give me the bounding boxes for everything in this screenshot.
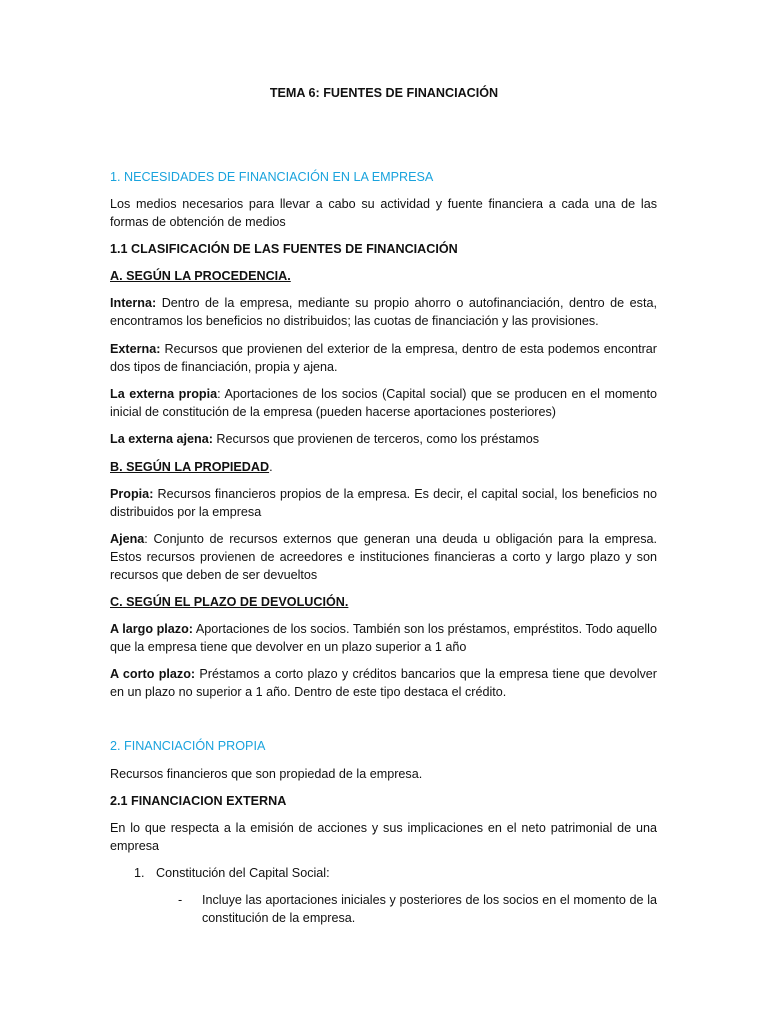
section-2-intro: Recursos financieros que son propiedad de la empresa. [110,767,423,781]
paragraph-externa-propia [110,385,657,421]
interna-text: Dentro de la empresa, mediante su propio ahorro o autofinanciación, dentro de esta, encontramos los beneficios no distribuidos; las cuotas de financiación y las provisiones. [110,296,657,328]
propia-label: Propia: [110,487,154,501]
corto-plazo-label: A corto plazo: [110,667,196,681]
heading-b-suffix: . [269,460,273,474]
section-2-heading: 2. FINANCIACIÓN PROPIA [110,739,266,753]
bullet-dash: - [178,893,183,907]
heading-a [110,267,657,285]
externa-ajena-label: La externa ajena: [110,432,213,446]
externa-propia-text: : Aportaciones de los socios (Capital social) que se producen en el momento inicial de constitución de la empresa (pueden hacerse aportaciones posteriores) [110,387,657,419]
ajena-label: Ajena [110,532,145,546]
externa-ajena-text: Recursos que provienen de terceros, como los préstamos [212,432,540,446]
paragraph-corto-plazo [110,665,657,701]
section-1-heading: 1. NECESIDADES DE FINANCIACIÓN EN LA EMPRESA [110,170,434,184]
paragraph-largo-plazo [110,620,657,656]
heading-c [110,593,657,611]
heading-b [110,458,657,476]
interna-label: Interna: [110,296,157,310]
paragraph-propia [110,485,657,521]
section-1-intro: Los medios necesarios para llevar a cabo su actividad y fuente financiera a cada una de las formas de obtención de medios [110,197,657,229]
document-title: TEMA 6: FUENTES DE FINANCIACIÓN [269,86,499,100]
subsection-2-1-heading: 2.1 FINANCIACION EXTERNA [110,794,287,808]
paragraph-externa-ajena [110,430,657,448]
largo-plazo-text: Aportaciones de los socios. También son los préstamos, empréstitos. Todo aquello que la empresa tiene que devolver en un plazo superior a 1 año [110,622,657,654]
heading-b-text: B. SEGÚN LA PROPIEDAD [110,460,270,474]
subsection-1-1-heading: 1.1 CLASIFICACIÓN DE LAS FUENTES DE FINANCIACIÓN [110,242,458,256]
externa-propia-label: La externa propia [110,387,218,401]
externa-label: Externa: [110,342,161,356]
paragraph-ajena [110,530,657,584]
corto-plazo-text: Préstamos a corto plazo y créditos bancarios que la empresa tiene que devolver en un plazo no superior a 1 año. Dentro de este tipo destaca el crédito. [110,667,657,699]
externa-text: Recursos que provienen del exterior de la empresa, dentro de esta podemos encontrar dos tipos de financiación, propia y ajena. [110,342,657,374]
paragraph-externa [110,340,657,376]
bullet-item [178,891,657,927]
section-2-paragraph: En lo que respecta a la emisión de acciones y sus implicaciones en el neto patrimonial de una empresa [110,821,657,853]
largo-plazo-label: A largo plazo: [110,622,193,636]
list-item-number: 1. [134,866,145,880]
propia-text: Recursos financieros propios de la empresa. Es decir, el capital social, los beneficios no distribuidos por la empresa [110,487,657,519]
paragraph-interna [110,294,657,330]
bullet-item-text: Incluye las aportaciones iniciales y posteriores de los socios en el momento de la constitución de la empresa. [202,893,657,925]
ajena-text: : Conjunto de recursos externos que generan una deuda u obligación para la empresa. Estos recursos provienen de acreedores e instituciones financieras a corto y largo plazo y son recursos que deben de ser devueltos [110,532,657,582]
list-item [134,864,330,882]
heading-a-text: A. SEGÚN LA PROCEDENCIA. [110,269,291,283]
heading-c-text: C. SEGÚN EL PLAZO DE DEVOLUCIÓN. [110,595,349,609]
list-item-text: Constitución del Capital Social: [156,866,330,880]
